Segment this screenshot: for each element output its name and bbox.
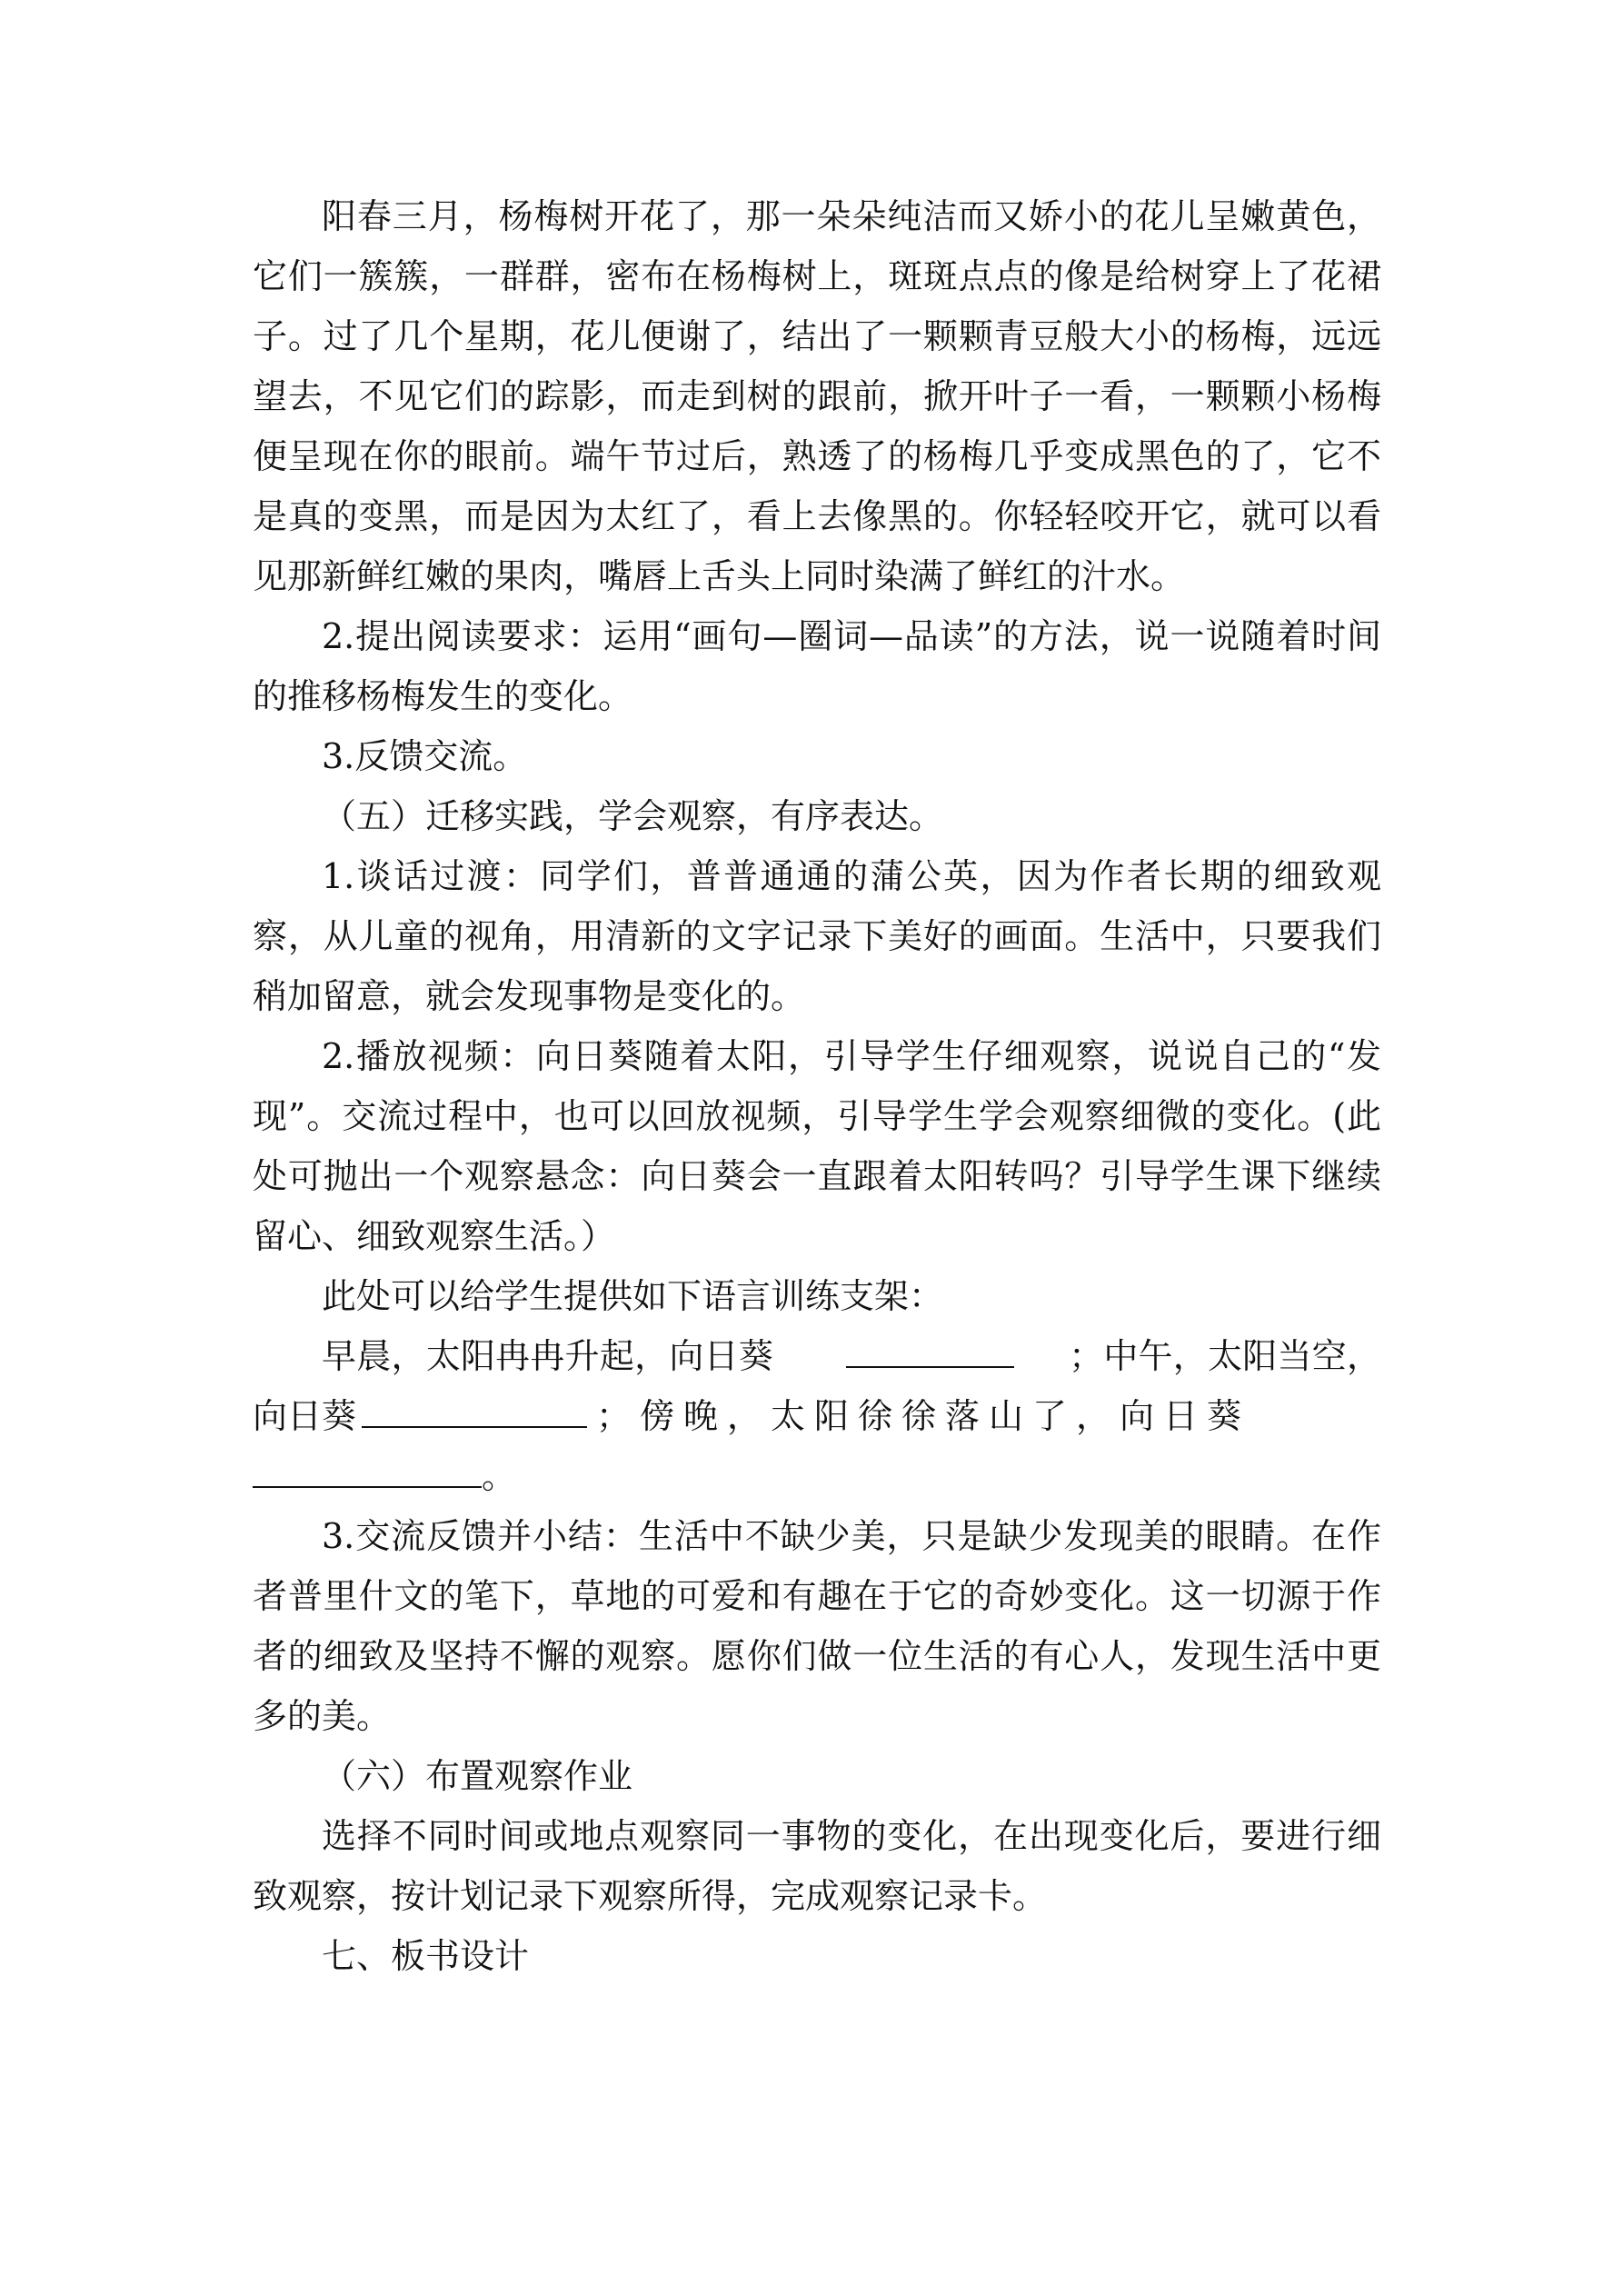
section-heading-six: （六）布置观察作业 [322, 1756, 633, 1796]
document-body [253, 186, 1381, 1986]
exercise-part-noon: ；中午，太阳当空，向日葵 [253, 1336, 1381, 1436]
paragraph-homework: 选择不同时间或地点观察同一事物的变化，在出现变化后，要进行细致观察，按计划记录下观察所得，完成观察记录卡。 [253, 1816, 1381, 1916]
exercise-part-morning: 早晨，太阳冉冉升起，向日葵 [322, 1336, 774, 1376]
paragraph-transition: 1.谈话过渡：同学们，普普通通的蒲公英，因为作者长期的细致观察，从儿童的视角，用清新的文字记录下美好的画面。生活中，只要我们稍加留意，就会发现事物是变化的。 [253, 856, 1381, 1016]
paragraph-feedback: 3.反馈交流。 [322, 736, 528, 776]
section-heading-seven: 七、板书设计 [322, 1936, 530, 1976]
paragraph-yangmei: 阳春三月，杨梅树开花了，那一朵朵纯洁而又娇小的花儿呈嫩黄色，它们一簇簇，一群群，密布在杨梅树上，斑斑点点的像是给树穿上了花裙子。过了几个星期，花儿便谢了，结出了一颗颗青豆般大小的杨梅，远远望去，不见它们的踪影，而走到树的跟前，掀开叶子一看，一颗颗小杨梅便呈现在你的眼前。端午节过后，熟透了的杨梅几乎变成黑色的了，它不是真的变黑，而是因为太红了，看上去像黑的。你轻轻咬开它，就可以看见那新鲜红嫩的果肉，嘴唇上舌头上同时染满了鲜红的汁水。 [253, 196, 1381, 596]
exercise-sentence [253, 1326, 1381, 1506]
fill-blank-morning [846, 1332, 1014, 1368]
exercise-end: 。 [482, 1456, 517, 1496]
fill-blank-evening [253, 1452, 482, 1488]
paragraph-reading-requirement: 2.提出阅读要求：运用“画句—圈词—品读”的方法，说一说随着时间的推移杨梅发生的变化。 [253, 616, 1381, 716]
section-heading-five: （五）迁移实践，学会观察，有序表达。 [322, 796, 944, 836]
paragraph-scaffold-intro: 此处可以给学生提供如下语言训练支架： [322, 1276, 944, 1316]
fill-blank-noon [362, 1392, 587, 1428]
paragraph-video: 2.播放视频：向日葵随着太阳，引导学生仔细观察，说说自己的“发现”。交流过程中，也可以回放视频，引导学生学会观察细微的变化。(此处可抛出一个观察悬念：向日葵会一直跟着太阳转吗？引导学生课下继续留心、细致观察生活。） [253, 1036, 1381, 1256]
exercise-part-evening: ；傍晚，太阳徐徐落山了，向日葵 [596, 1396, 1251, 1436]
paragraph-summary: 3.交流反馈并小结：生活中不缺少美，只是缺少发现美的眼睛。在作者普里什文的笔下，草地的可爱和有趣在于它的奇妙变化。这一切源于作者的细致及坚持不懈的观察。愿你们做一位生活的有心人，发现生活中更多的美。 [253, 1516, 1381, 1736]
